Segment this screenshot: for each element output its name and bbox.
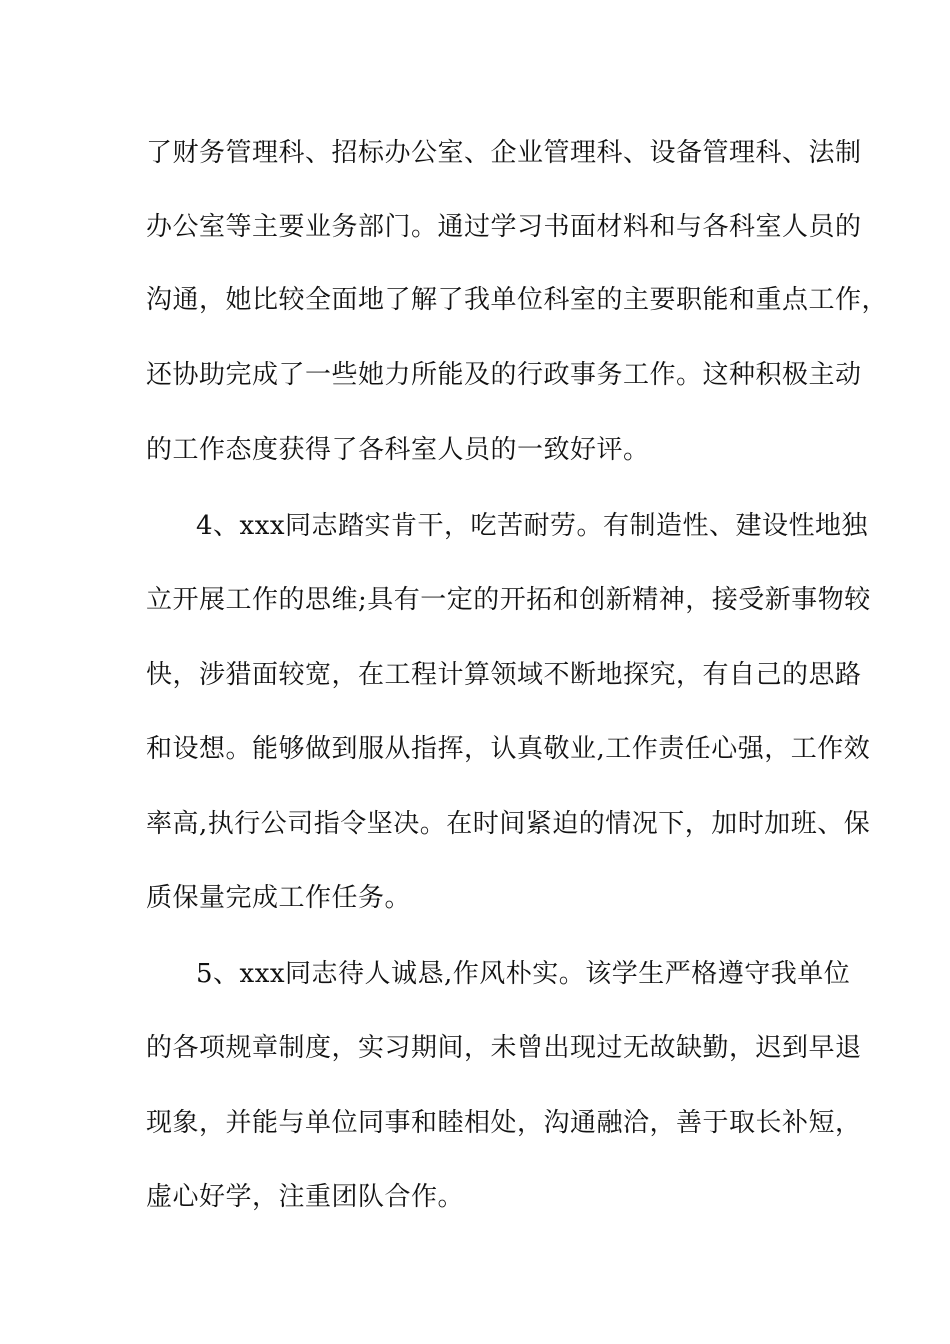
paragraph-line: 的工作态度获得了各科室人员的一致好评。 (146, 435, 650, 465)
paragraph-line: 立开展工作的思维;具有一定的开拓和创新精神，接受新事物较 (146, 585, 871, 615)
paragraph-line: 4、xxx同志踏实肯干，吃苦耐劳。有制造性、建设性地独 (196, 511, 869, 541)
paragraph-line: 虚心好学，注重团队合作。 (146, 1182, 465, 1212)
paragraph-line: 质保量完成工作任务。 (146, 883, 412, 913)
paragraph-line: 还协助完成了一些她力所能及的行政事务工作。这种积极主动 (146, 360, 862, 390)
paragraph-line: 了财务管理科、招标办公室、企业管理科、设备管理科、法制 (146, 138, 862, 168)
paragraph-line: 5、xxx同志待人诚恳,作风朴实。该学生严格遵守我单位 (196, 959, 851, 989)
paragraph-line: 沟通，她比较全面地了解了我单位科室的主要职能和重点工作， (146, 285, 889, 315)
paragraph-line: 率高,执行公司指令坚决。在时间紧迫的情况下，加时加班、保 (146, 809, 871, 839)
paragraph-line: 办公室等主要业务部门。通过学习书面材料和与各科室人员的 (146, 212, 862, 242)
paragraph-line: 现象，并能与单位同事和睦相处，沟通融洽，善于取长补短， (146, 1108, 862, 1138)
paragraph-line: 快，涉猎面较宽，在工程计算领域不断地探究，有自己的思路 (146, 660, 862, 690)
paragraph-line: 和设想。能够做到服从指挥，认真敬业,工作责任心强，工作效 (146, 734, 871, 764)
paragraph-line: 的各项规章制度，实习期间，未曾出现过无故缺勤，迟到早退 (146, 1033, 862, 1063)
